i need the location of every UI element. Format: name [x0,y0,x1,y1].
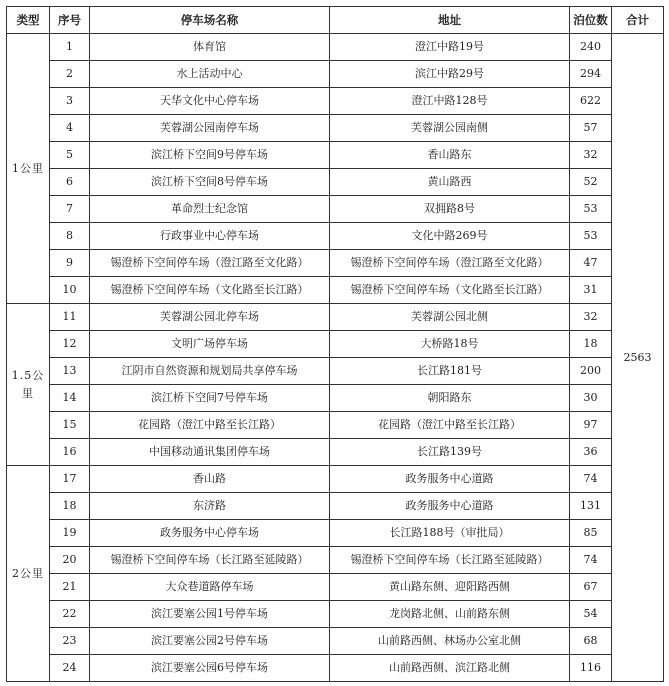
spaces-cell: 31 [570,277,612,304]
header-spaces: 泊位数 [570,7,612,34]
address-cell: 长江路139号 [330,439,570,466]
table-row [7,304,664,331]
table-row [7,385,664,412]
parking-name-cell: 芙蓉湖公园北停车场 [90,304,330,331]
table-row [7,331,664,358]
header-type: 类型 [7,7,50,34]
parking-name-cell: 锡澄桥下空间停车场（长江路至延陵路） [90,547,330,574]
spaces-cell: 294 [570,61,612,88]
parking-name-cell: 体育馆 [90,34,330,61]
spaces-cell: 18 [570,331,612,358]
grand-total-cell: 2563 [612,34,664,682]
address-cell: 双拥路8号 [330,196,570,223]
table-row [7,628,664,655]
table-row [7,601,664,628]
parking-table [6,6,664,682]
row-number-cell: 6 [50,169,90,196]
spaces-cell: 52 [570,169,612,196]
row-number-cell: 24 [50,655,90,682]
table-row [7,61,664,88]
table-row [7,277,664,304]
spaces-cell: 240 [570,34,612,61]
spaces-cell: 57 [570,115,612,142]
row-number-cell: 9 [50,250,90,277]
header-row [7,7,664,34]
spaces-cell: 85 [570,520,612,547]
address-cell: 文化中路269号 [330,223,570,250]
table-row [7,34,664,61]
parking-name-cell: 政务服务中心停车场 [90,520,330,547]
table-row [7,493,664,520]
parking-name-cell: 东济路 [90,493,330,520]
address-cell: 朝阳路东 [330,385,570,412]
row-number-cell: 3 [50,88,90,115]
table-row [7,142,664,169]
row-number-cell: 13 [50,358,90,385]
table-row [7,88,664,115]
row-number-cell: 18 [50,493,90,520]
table-row [7,439,664,466]
parking-name-cell: 滨江要塞公园6号停车场 [90,655,330,682]
parking-name-cell: 香山路 [90,466,330,493]
parking-name-cell: 滨江要塞公园2号停车场 [90,628,330,655]
table-row [7,547,664,574]
parking-name-cell: 滨江桥下空间9号停车场 [90,142,330,169]
address-cell: 山前路西侧、滨江路北侧 [330,655,570,682]
address-cell: 龙岗路北侧、山前路东侧 [330,601,570,628]
parking-name-cell: 文明广场停车场 [90,331,330,358]
table-row [7,250,664,277]
address-cell: 长江路188号（审批局） [330,520,570,547]
address-cell: 政务服务中心道路 [330,466,570,493]
table-row [7,169,664,196]
header-address: 地址 [330,7,570,34]
table-row [7,466,664,493]
row-number-cell: 10 [50,277,90,304]
spaces-cell: 53 [570,223,612,250]
row-number-cell: 1 [50,34,90,61]
parking-name-cell: 江阴市自然资源和规划局共享停车场 [90,358,330,385]
row-number-cell: 4 [50,115,90,142]
address-cell: 大桥路18号 [330,331,570,358]
parking-name-cell: 锡澄桥下空间停车场（澄江路至文化路） [90,250,330,277]
parking-name-cell: 花园路（澄江中路至长江路） [90,412,330,439]
spaces-cell: 67 [570,574,612,601]
address-cell: 澄江中路19号 [330,34,570,61]
table-row [7,412,664,439]
header-name: 停车场名称 [90,7,330,34]
row-number-cell: 22 [50,601,90,628]
address-cell: 滨江中路29号 [330,61,570,88]
address-cell: 黄山路东侧、迎阳路西侧 [330,574,570,601]
parking-name-cell: 芙蓉湖公园南停车场 [90,115,330,142]
spaces-cell: 116 [570,655,612,682]
parking-name-cell: 水上活动中心 [90,61,330,88]
spaces-cell: 622 [570,88,612,115]
group-type-cell: 2公里 [7,466,50,682]
spaces-cell: 47 [570,250,612,277]
group-type-cell: 1公里 [7,34,50,304]
spaces-cell: 36 [570,439,612,466]
spaces-cell: 97 [570,412,612,439]
row-number-cell: 14 [50,385,90,412]
spaces-cell: 54 [570,601,612,628]
row-number-cell: 17 [50,466,90,493]
address-cell: 锡澄桥下空间停车场（文化路至长江路） [330,277,570,304]
parking-name-cell: 滨江桥下空间7号停车场 [90,385,330,412]
table-row [7,358,664,385]
address-cell: 香山路东 [330,142,570,169]
table-row [7,520,664,547]
address-cell: 澄江中路128号 [330,88,570,115]
table-row [7,223,664,250]
table-body [7,34,664,682]
row-number-cell: 8 [50,223,90,250]
spaces-cell: 68 [570,628,612,655]
address-cell: 芙蓉湖公园北侧 [330,304,570,331]
spaces-cell: 74 [570,547,612,574]
row-number-cell: 20 [50,547,90,574]
address-cell: 锡澄桥下空间停车场（长江路至延陵路） [330,547,570,574]
table-row [7,574,664,601]
table-row [7,655,664,682]
row-number-cell: 19 [50,520,90,547]
row-number-cell: 12 [50,331,90,358]
row-number-cell: 15 [50,412,90,439]
row-number-cell: 23 [50,628,90,655]
spaces-cell: 32 [570,142,612,169]
parking-name-cell: 滨江要塞公园1号停车场 [90,601,330,628]
row-number-cell: 16 [50,439,90,466]
header-number: 序号 [50,7,90,34]
address-cell: 山前路西侧、林场办公室北侧 [330,628,570,655]
group-type-cell: 1.5公里 [7,304,50,466]
parking-name-cell: 行政事业中心停车场 [90,223,330,250]
parking-name-cell: 锡澄桥下空间停车场（文化路至长江路） [90,277,330,304]
spaces-cell: 74 [570,466,612,493]
row-number-cell: 5 [50,142,90,169]
spaces-cell: 30 [570,385,612,412]
address-cell: 政务服务中心道路 [330,493,570,520]
spaces-cell: 200 [570,358,612,385]
row-number-cell: 7 [50,196,90,223]
address-cell: 长江路181号 [330,358,570,385]
parking-name-cell: 滨江桥下空间8号停车场 [90,169,330,196]
parking-name-cell: 天华文化中心停车场 [90,88,330,115]
spaces-cell: 131 [570,493,612,520]
spaces-cell: 32 [570,304,612,331]
address-cell: 黄山路西 [330,169,570,196]
parking-name-cell: 大众巷道路停车场 [90,574,330,601]
row-number-cell: 2 [50,61,90,88]
address-cell: 锡澄桥下空间停车场（澄江路至文化路） [330,250,570,277]
table-row [7,115,664,142]
spaces-cell: 53 [570,196,612,223]
address-cell: 花园路（澄江中路至长江路） [330,412,570,439]
parking-name-cell: 革命烈士纪念馆 [90,196,330,223]
row-number-cell: 21 [50,574,90,601]
address-cell: 芙蓉湖公园南侧 [330,115,570,142]
header-total: 合计 [612,7,664,34]
parking-name-cell: 中国移动通讯集团停车场 [90,439,330,466]
row-number-cell: 11 [50,304,90,331]
table-row [7,196,664,223]
